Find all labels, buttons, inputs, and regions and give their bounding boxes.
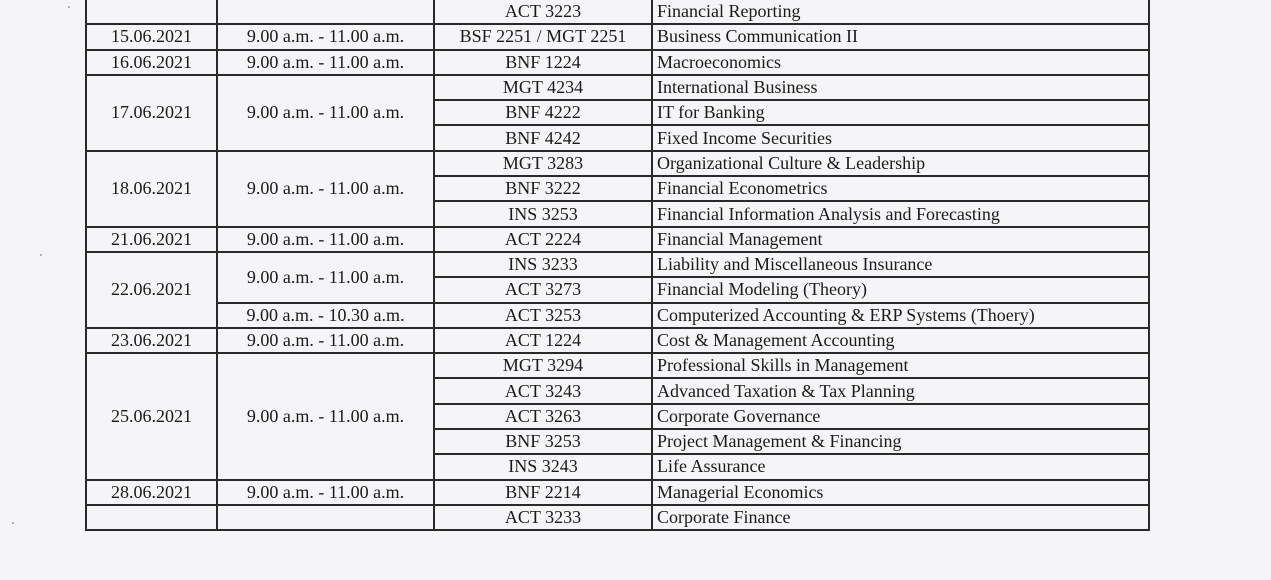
course-title-cell: Liability and Miscellaneous Insurance — [652, 252, 1149, 277]
exam-date-cell: 28.06.2021 — [86, 480, 217, 505]
course-code-cell: ACT 2224 — [434, 227, 652, 252]
course-title-cell: Macroeconomics — [652, 50, 1149, 75]
exam-date-cell: 15.06.2021 — [86, 24, 217, 49]
course-title-cell: Financial Management — [652, 227, 1149, 252]
course-code-cell: ACT 3223 — [434, 0, 652, 24]
table-row — [86, 505, 1149, 530]
table-row — [86, 303, 1149, 328]
course-code-cell: INS 3253 — [434, 201, 652, 226]
course-code-cell: BNF 3222 — [434, 176, 652, 201]
exam-time-cell — [217, 0, 434, 24]
course-title-cell: IT for Banking — [652, 100, 1149, 125]
course-code-cell: ACT 3273 — [434, 277, 652, 302]
course-title-cell: International Business — [652, 75, 1149, 100]
exam-date-cell: 22.06.2021 — [86, 252, 217, 328]
exam-time-cell: 9.00 a.m. - 11.00 a.m. — [217, 252, 434, 303]
course-title-cell: Financial Information Analysis and Forecasting — [652, 201, 1149, 226]
course-code-cell: BNF 1224 — [434, 50, 652, 75]
table-row — [86, 227, 1149, 252]
scan-speck — [68, 6, 70, 8]
exam-time-cell: 9.00 a.m. - 11.00 a.m. — [217, 50, 434, 75]
course-title-cell: Financial Econometrics — [652, 176, 1149, 201]
exam-date-cell: 17.06.2021 — [86, 75, 217, 151]
course-code-cell: ACT 3233 — [434, 505, 652, 530]
course-code-cell: BNF 3253 — [434, 429, 652, 454]
table-row — [86, 353, 1149, 378]
course-title-cell: Business Communication II — [652, 24, 1149, 49]
course-code-cell: BNF 2214 — [434, 480, 652, 505]
course-code-cell: MGT 3294 — [434, 353, 652, 378]
exam-time-cell: 9.00 a.m. - 11.00 a.m. — [217, 328, 434, 353]
table-row — [86, 480, 1149, 505]
course-code-cell: ACT 3243 — [434, 378, 652, 403]
course-title-cell: Professional Skills in Management — [652, 353, 1149, 378]
course-title-cell: Organizational Culture & Leadership — [652, 151, 1149, 176]
course-code-cell: INS 3233 — [434, 252, 652, 277]
exam-time-cell: 9.00 a.m. - 11.00 a.m. — [217, 75, 434, 151]
table-row — [86, 24, 1149, 49]
course-title-cell: Financial Modeling (Theory) — [652, 277, 1149, 302]
exam-date-cell: 18.06.2021 — [86, 151, 217, 227]
course-title-cell: Advanced Taxation & Tax Planning — [652, 378, 1149, 403]
course-title-cell: Fixed Income Securities — [652, 125, 1149, 150]
exam-date-cell: 21.06.2021 — [86, 227, 217, 252]
course-title-cell: Financial Reporting — [652, 0, 1149, 24]
table-row — [86, 75, 1149, 100]
course-title-cell: Corporate Governance — [652, 404, 1149, 429]
exam-date-cell: 16.06.2021 — [86, 50, 217, 75]
exam-date-cell — [86, 505, 217, 530]
exam-time-cell: 9.00 a.m. - 11.00 a.m. — [217, 227, 434, 252]
course-title-cell: Corporate Finance — [652, 505, 1149, 530]
exam-time-cell: 9.00 a.m. - 11.00 a.m. — [217, 151, 434, 227]
exam-time-cell — [217, 505, 434, 530]
exam-time-cell: 9.00 a.m. - 11.00 a.m. — [217, 24, 434, 49]
course-title-cell: Life Assurance — [652, 454, 1149, 479]
course-code-cell: ACT 3263 — [434, 404, 652, 429]
exam-date-cell: 23.06.2021 — [86, 328, 217, 353]
course-code-cell: BNF 4242 — [434, 125, 652, 150]
scan-speck — [40, 254, 42, 256]
timetable-body — [86, 0, 1149, 530]
course-code-cell: ACT 1224 — [434, 328, 652, 353]
course-code-cell: MGT 4234 — [434, 75, 652, 100]
table-row — [86, 0, 1149, 24]
course-code-cell: MGT 3283 — [434, 151, 652, 176]
exam-time-cell: 9.00 a.m. - 10.30 a.m. — [217, 303, 434, 328]
exam-timetable — [85, 0, 1150, 531]
course-title-cell: Cost & Management Accounting — [652, 328, 1149, 353]
course-title-cell: Managerial Economics — [652, 480, 1149, 505]
exam-date-cell: 25.06.2021 — [86, 353, 217, 479]
course-title-cell: Project Management & Financing — [652, 429, 1149, 454]
exam-date-cell — [86, 0, 217, 24]
exam-time-cell: 9.00 a.m. - 11.00 a.m. — [217, 353, 434, 479]
course-title-cell: Computerized Accounting & ERP Systems (Thoery) — [652, 303, 1149, 328]
course-code-cell: BNF 4222 — [434, 100, 652, 125]
table-row — [86, 252, 1149, 277]
table-row — [86, 328, 1149, 353]
exam-time-cell: 9.00 a.m. - 11.00 a.m. — [217, 480, 434, 505]
course-code-cell: BSF 2251 / MGT 2251 — [434, 24, 652, 49]
scan-speck — [12, 522, 14, 524]
table-row — [86, 151, 1149, 176]
course-code-cell: ACT 3253 — [434, 303, 652, 328]
table-row — [86, 50, 1149, 75]
course-code-cell: INS 3243 — [434, 454, 652, 479]
